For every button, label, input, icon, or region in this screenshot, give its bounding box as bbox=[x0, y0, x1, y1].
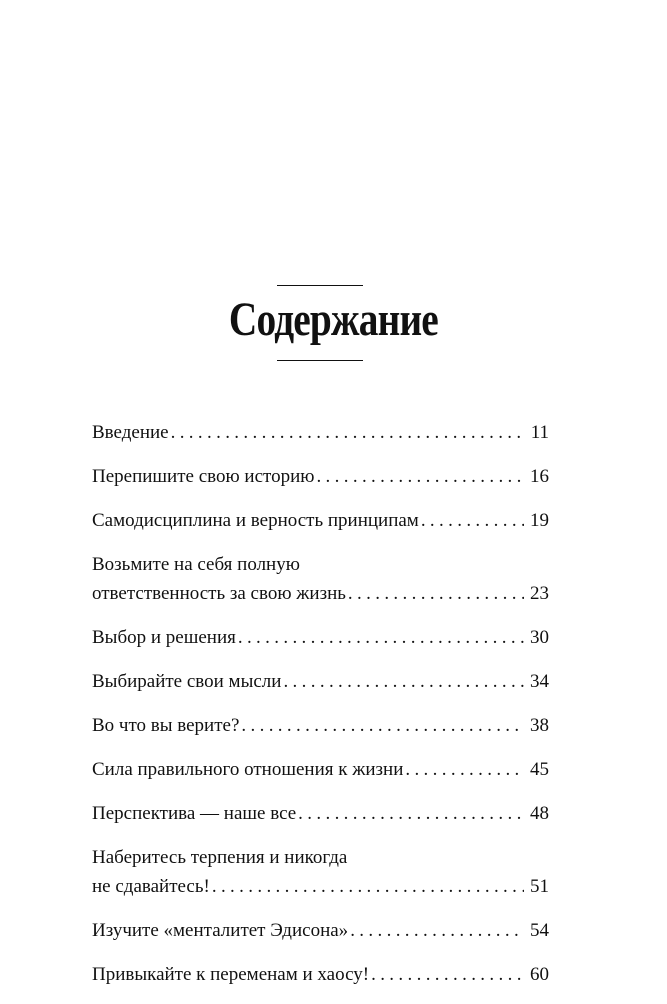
toc-dot-leader bbox=[283, 667, 524, 696]
toc-page-number: 51 bbox=[530, 876, 549, 897]
toc-page-number: 23 bbox=[530, 583, 549, 604]
toc-page-number: 48 bbox=[530, 803, 549, 824]
toc-entry-responsibility bbox=[92, 550, 549, 608]
toc-entry-title: Изучите «менталитет Эдисона» bbox=[92, 920, 349, 941]
toc-entry-title: Выбирайте свои мысли bbox=[92, 671, 282, 692]
toc-dot-leader bbox=[348, 579, 524, 608]
toc-dot-leader bbox=[212, 872, 524, 901]
toc-entry-choice-decisions bbox=[92, 623, 549, 652]
toc-page-number: 19 bbox=[530, 510, 549, 531]
toc-page-number: 34 bbox=[530, 671, 549, 692]
toc-page-number: 30 bbox=[530, 627, 549, 648]
toc-entry-choose-thoughts bbox=[92, 667, 549, 696]
toc-dot-leader bbox=[371, 960, 524, 989]
toc-entry-beliefs bbox=[92, 711, 549, 740]
toc-page-number: 16 bbox=[530, 466, 549, 487]
toc-entry-title: ответственность за свою жизнь bbox=[92, 583, 346, 604]
toc-page-number: 54 bbox=[530, 920, 549, 941]
toc-dot-leader bbox=[316, 462, 524, 491]
toc-entry-attitude bbox=[92, 755, 549, 784]
toc-dot-leader bbox=[421, 506, 524, 535]
toc-entry-change-chaos bbox=[92, 960, 549, 989]
toc-entry-intro bbox=[92, 418, 549, 447]
toc-entry-rewrite-story bbox=[92, 462, 549, 491]
heading-rule-top bbox=[277, 285, 363, 286]
toc-page-number: 38 bbox=[530, 715, 549, 736]
toc-dot-leader bbox=[238, 623, 524, 652]
toc-page-number: 60 bbox=[530, 964, 549, 985]
toc-entry-title: Введение bbox=[92, 422, 169, 443]
heading-rule-bottom bbox=[277, 360, 363, 361]
toc-entry-title: Перспектива — наше все bbox=[92, 803, 297, 824]
toc-entry-patience bbox=[92, 843, 549, 901]
toc-entry-title: Самодисциплина и верность принципам bbox=[92, 510, 419, 531]
toc-entry-edison-mindset bbox=[92, 916, 549, 945]
toc-entry-title: Сила правильного отношения к жизни bbox=[92, 759, 404, 780]
toc-entry-title: Привыкайте к переменам и хаосу! bbox=[92, 964, 370, 985]
toc-entry-title-line1: Возьмите на себя полную bbox=[92, 554, 300, 575]
toc-entry-title: не сдавайтесь! bbox=[92, 876, 210, 897]
toc-entry-title-line1: Наберитесь терпения и никогда bbox=[92, 847, 348, 868]
toc-dot-leader bbox=[350, 916, 524, 945]
toc-page-number: 11 bbox=[530, 422, 549, 443]
toc-dot-leader bbox=[241, 711, 524, 740]
toc-dot-leader bbox=[298, 799, 524, 828]
toc-dot-leader bbox=[405, 755, 524, 784]
toc-entry-self-discipline bbox=[92, 506, 549, 535]
table-of-contents bbox=[92, 418, 549, 1004]
toc-entry-perspective bbox=[92, 799, 549, 828]
toc-page-number: 45 bbox=[530, 759, 549, 780]
toc-entry-title: Во что вы верите? bbox=[92, 715, 240, 736]
toc-entry-title: Перепишите свою историю bbox=[92, 466, 315, 487]
page-title: Содержание bbox=[228, 293, 438, 346]
toc-dot-leader bbox=[171, 418, 525, 447]
toc-entry-title: Выбор и решения bbox=[92, 627, 236, 648]
